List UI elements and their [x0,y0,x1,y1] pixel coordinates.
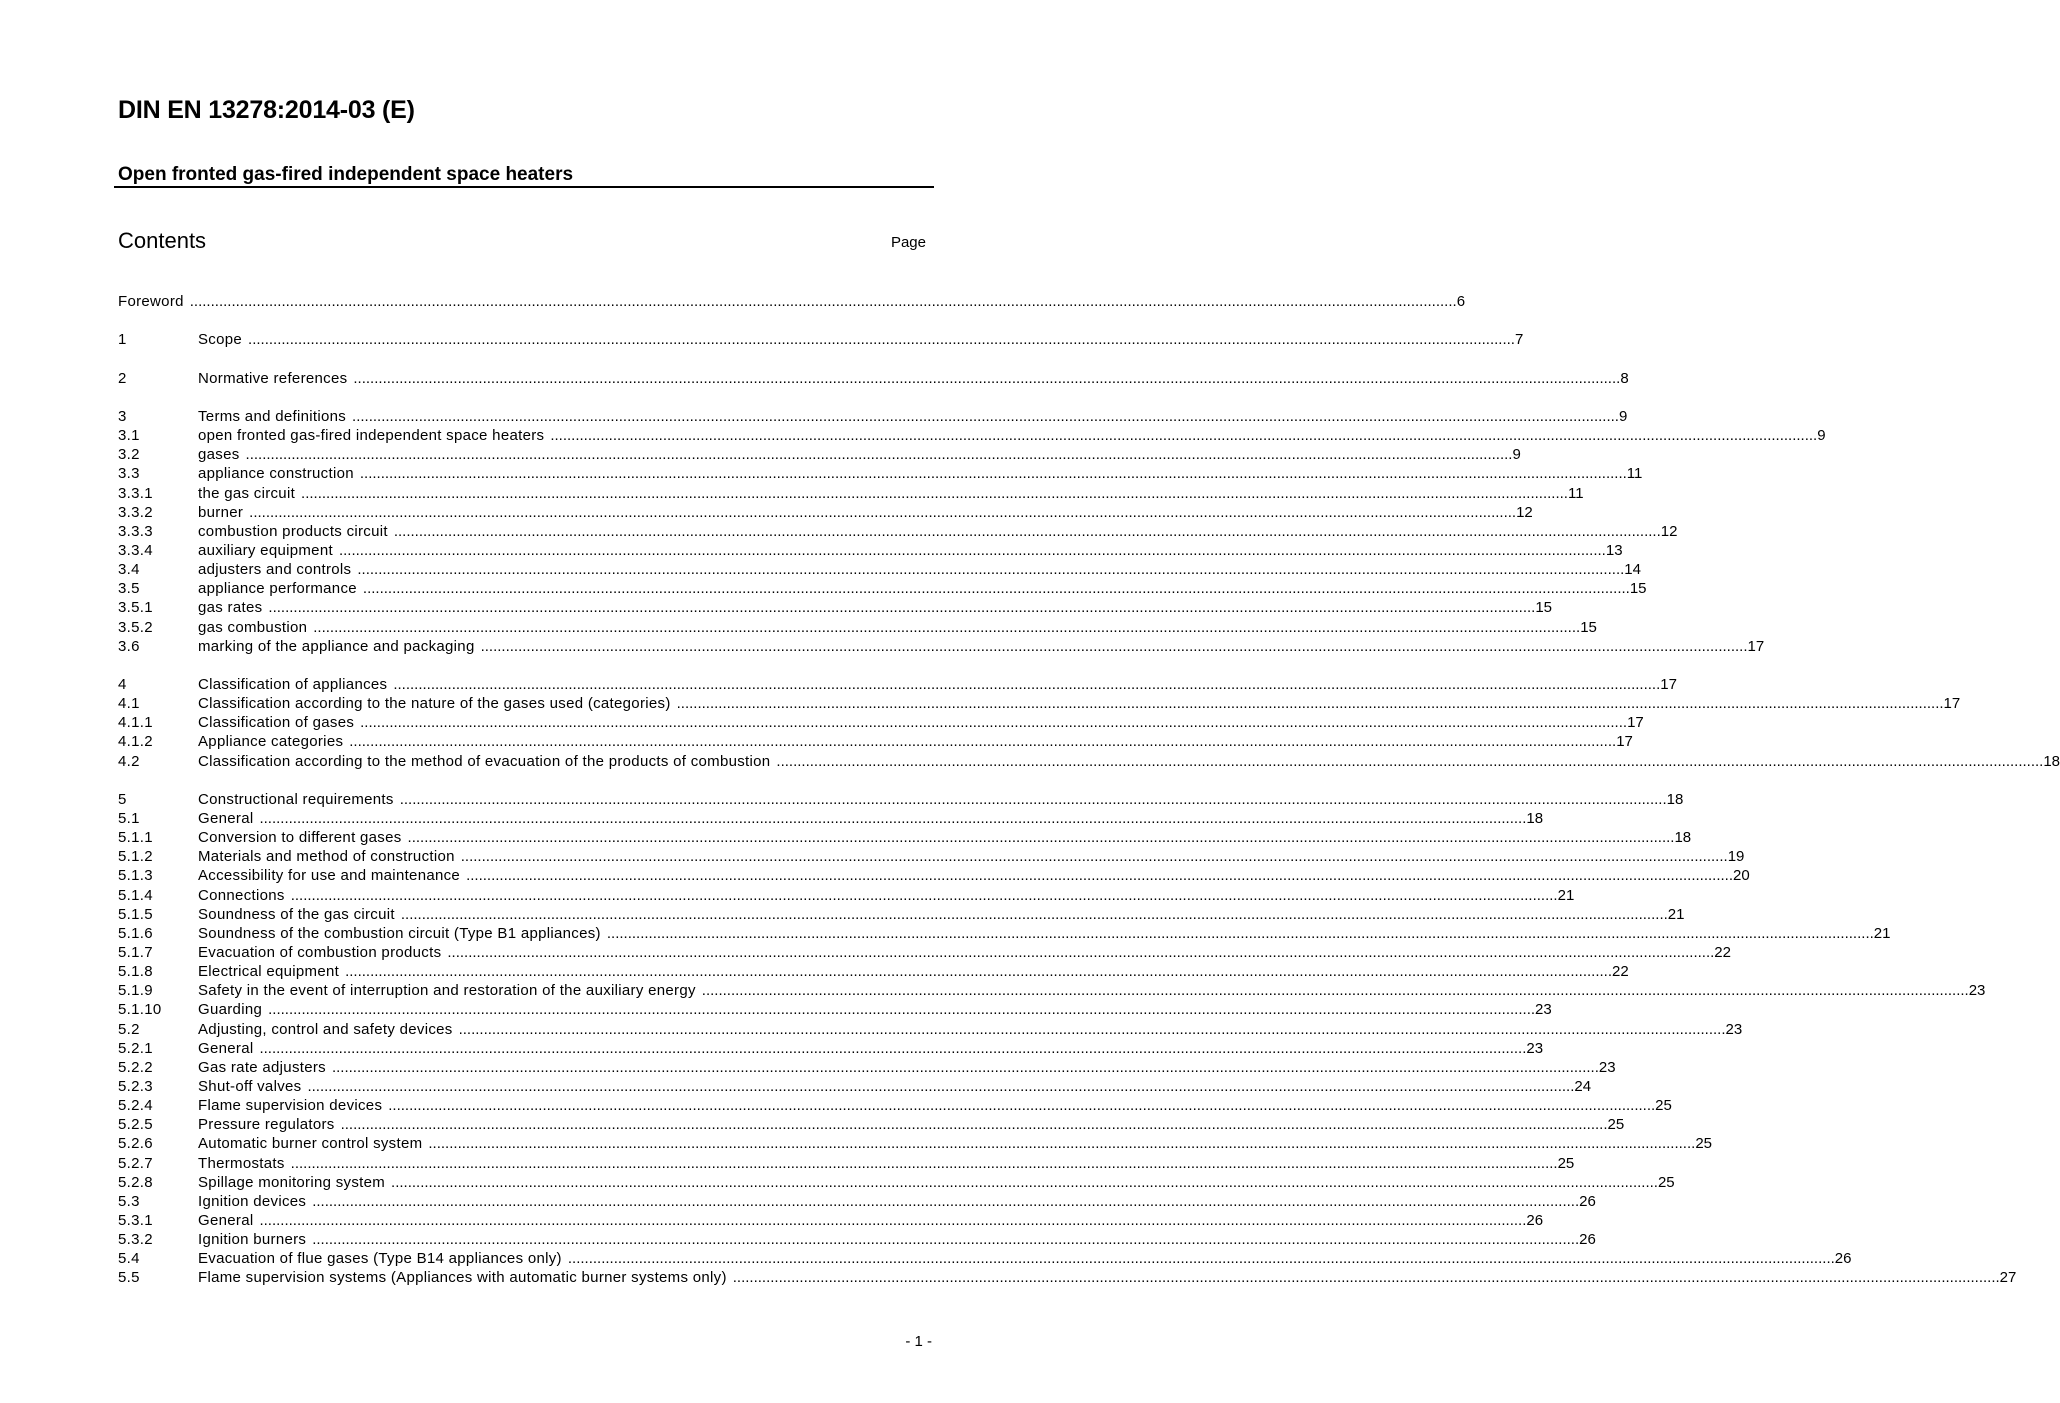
document-subtitle: Open fronted gas-fired independent space heaters [118,164,574,185]
toc-entry-number: 5.1.6 [118,924,153,942]
toc-entry[interactable] [118,694,1961,713]
toc-entry-page: 22 [1714,944,1731,962]
toc-entry-title: Gas rate adjusters [198,1058,326,1076]
toc-entry[interactable] [118,828,1692,847]
toc-leader-dots [428,1134,1695,1153]
toc-entry[interactable] [118,484,1584,503]
toc-entry[interactable] [118,1192,1596,1211]
toc-entry-page: 18 [1666,790,1684,808]
toc-entry-title: Spillage monitoring system [198,1173,386,1191]
toc-entry-page: 17 [1616,733,1633,751]
toc-entry-title: Classification according to the method of evacuation of the products of combustion [198,752,771,770]
toc-entry-title: General [198,810,254,828]
toc-entry-title: Evacuation of flue gases (Type B14 appliances only) [198,1250,562,1268]
toc-entry-title: Scope [198,331,243,349]
toc-entry-title: burner [198,503,244,521]
toc-leader-dots [360,464,1627,483]
toc-entry[interactable] [118,560,1641,579]
toc-entry[interactable] [118,522,1678,541]
toc-entry[interactable] [118,1115,1625,1134]
toc-entry-page: 6 [1456,293,1466,310]
toc-entry-foreword[interactable] [118,292,1466,311]
toc-entry-page: 26 [1834,1250,1852,1268]
toc-leader-dots [341,1115,1608,1134]
toc-entry-number: 5.5 [118,1269,140,1287]
toc-entry-page: 26 [1579,1231,1596,1249]
toc-entry-page: 25 [1557,1154,1575,1172]
toc-leader-dots [353,369,1620,388]
toc-leader-dots [307,1077,1574,1096]
toc-entry-title: General [198,1039,254,1057]
toc-entry-number: 5.3.1 [118,1211,153,1229]
toc-entry-number: 3.5 [118,580,140,598]
table-of-contents [118,292,2060,1288]
toc-entry-page: 7 [1514,331,1524,349]
toc-entry-number: 5 [118,790,127,808]
toc-entry-title: Soundness of the combustion circuit (Type B1 appliances) [198,924,601,942]
toc-leader-dots [357,560,1624,579]
toc-entry-page: 18 [1674,829,1692,847]
toc-entry-number: 3.3.1 [118,484,153,502]
toc-leader-dots [677,694,1944,713]
toc-entry-number: 5.4 [118,1250,140,1268]
toc-entry-title: gas rates [198,599,263,617]
toc-entry-title: Adjusting, control and safety devices [198,1020,453,1038]
toc-leader-dots [352,407,1619,426]
toc-entry-page: 26 [1579,1192,1596,1210]
toc-entry-page: 15 [1580,618,1597,636]
toc-entry-title: Ignition burners [198,1231,307,1249]
toc-entry-number: 1 [118,331,127,349]
toc-entry-title: General [198,1211,254,1229]
toc-entry-page: 21 [1557,886,1575,904]
toc-entry[interactable] [118,1096,1672,1115]
toc-entry[interactable] [118,886,1575,905]
toc-entry-page: 11 [1567,484,1584,502]
toc-entry-page: 25 [1657,1173,1675,1191]
toc-entry[interactable] [118,943,1731,962]
toc-entry-title: gas combustion [198,618,308,636]
toc-entry-title: adjusters and controls [198,561,352,579]
toc-entry[interactable] [118,866,1750,885]
toc-entry-number: 5.2.7 [118,1154,153,1172]
toc-entry-page: 9 [1512,446,1521,464]
toc-entry-number: 5.1.10 [118,1001,162,1019]
toc-entry-number: 5.3 [118,1192,140,1210]
toc-entry[interactable] [118,790,1684,809]
toc-leader-dots [363,579,1630,598]
toc-entry[interactable] [118,1020,1743,1039]
toc-entry-number: 4.2 [118,752,140,770]
toc-entry[interactable] [118,752,2060,771]
toc-entry-page: 23 [1526,1039,1544,1057]
toc-entry-page: 20 [1733,867,1750,885]
toc-entry[interactable] [118,675,1677,694]
toc-entry[interactable] [118,579,1647,598]
toc-entry[interactable] [118,369,1629,388]
toc-entry-number: 3.4 [118,561,140,579]
toc-entry-page: 22 [1612,963,1629,981]
toc-leader-dots [391,1173,1658,1192]
toc-leader-dots [345,962,1612,981]
toc-entry-title: Flame supervision systems (Appliances with automatic burner systems only) [198,1269,727,1287]
title-divider [114,186,934,188]
toc-leader-dots [246,445,1513,464]
contents-heading: Contents [118,228,207,253]
toc-entry[interactable] [118,1211,1544,1230]
toc-entry[interactable] [118,1039,1544,1058]
toc-entry-title: appliance performance [198,580,357,598]
toc-entry[interactable] [118,464,1643,483]
toc-entry-title: combustion products circuit [198,522,388,540]
toc-entry-title: Classification of appliances [198,676,388,693]
toc-entry-page: 9 [1618,407,1628,425]
toc-entry-title: Materials and method of construction [198,848,455,866]
toc-entry-number: 3.6 [118,637,140,655]
toc-entry-page: 8 [1620,369,1629,387]
toc-leader-dots [447,943,1714,962]
toc-entry-page: 13 [1605,541,1623,559]
toc-entry-title: Automatic burner control system [198,1135,423,1153]
toc-entry-number: 5.1.9 [118,982,153,1000]
toc-entry-number: 4.1.2 [118,733,153,751]
toc-entry-title: open fronted gas-fired independent space heaters [198,427,545,445]
toc-entry-title: Electrical equipment [198,963,340,981]
toc-entry-page: 9 [1817,427,1826,445]
toc-entry[interactable] [118,445,1521,464]
toc-entry-number: 5.1.4 [118,886,153,904]
toc-entry[interactable] [118,1230,1596,1249]
toc-entry-number: 4.1.1 [118,714,153,732]
toc-entry-title: Constructional requirements [198,790,394,808]
toc-entry[interactable] [118,1154,1575,1173]
page-column-label: Page [890,234,926,251]
toc-entry-page: 12 [1660,522,1678,540]
toc-entry[interactable] [118,924,1891,943]
toc-entry-title: the gas circuit [198,484,296,502]
toc-entry-page: 27 [1999,1269,2017,1287]
toc-entry-page: 23 [1968,982,1986,1000]
toc-entry[interactable] [118,1173,1675,1192]
toc-entry-number: 5.1.2 [118,848,153,866]
toc-entry-title: Foreword [118,293,184,310]
toc-entry-number: 4 [118,676,127,693]
toc-entry-number: 2 [118,369,127,387]
toc-leader-dots [259,1039,1526,1058]
toc-entry-page: 25 [1607,1116,1625,1134]
toc-entry-title: Classification according to the nature of the gases used (categories) [198,695,671,713]
toc-leader-dots [733,1268,2000,1287]
toc-entry[interactable] [118,847,1745,866]
toc-entry-title: Shut-off valves [198,1078,302,1095]
toc-leader-dots [550,426,1817,445]
toc-entry-number: 3 [118,407,127,425]
toc-leader-dots [360,713,1627,732]
toc-entry-number: 5.1.3 [118,867,153,885]
toc-leader-dots [339,541,1606,560]
toc-entry-page: 12 [1516,503,1533,521]
toc-entry-number: 5.2.5 [118,1116,153,1134]
toc-leader-dots [466,866,1733,885]
toc-entry-number: 5.2 [118,1020,140,1038]
toc-entry-title: Evacuation of combustion products [198,944,442,962]
toc-leader-dots [259,809,1526,828]
toc-leader-dots [291,1154,1558,1173]
toc-entry-title: auxiliary equipment [198,541,333,559]
toc-entry-number: 3.3.2 [118,503,153,521]
toc-leader-dots [332,1058,1599,1077]
toc-entry-number: 5.2.1 [118,1039,153,1057]
toc-entry-title: Normative references [198,369,348,387]
toc-leader-dots [408,828,1675,847]
toc-entry-number: 3.3 [118,465,140,483]
toc-leader-dots [268,598,1535,617]
toc-leader-dots [268,1000,1535,1019]
toc-leader-dots [776,752,2043,771]
toc-entry-page: 21 [1873,924,1891,942]
toc-entry[interactable] [118,1077,1592,1096]
toc-leader-dots [702,981,1969,1000]
document-title: DIN EN 13278:2014-03 (E) [118,96,415,124]
toc-entry-number: 5.1.5 [118,905,153,923]
toc-entry-page: 26 [1526,1211,1544,1229]
toc-entry-title: Terms and definitions [198,407,347,425]
toc-entry-page: 15 [1629,580,1647,598]
toc-leader-dots [312,1230,1579,1249]
toc-entry-page: 23 [1598,1058,1616,1076]
toc-entry[interactable] [118,905,1685,924]
toc-entry-page: 18 [2043,752,2060,770]
toc-entry[interactable] [118,330,1524,349]
toc-leader-dots [313,618,1580,637]
toc-entry-page: 25 [1655,1097,1672,1115]
toc-leader-dots [349,732,1616,751]
toc-entry-title: Guarding [198,1001,263,1019]
toc-leader-dots [388,1096,1655,1115]
toc-leader-dots [393,675,1660,694]
toc-leader-dots [459,1020,1726,1039]
toc-entry-page: 17 [1943,695,1961,713]
toc-entry-number: 5.2.2 [118,1058,153,1076]
toc-leader-dots [190,292,1457,311]
toc-entry[interactable] [118,1268,2017,1287]
toc-entry-title: Flame supervision devices [198,1097,383,1115]
toc-leader-dots [607,924,1874,943]
toc-entry-page: 19 [1727,848,1745,866]
toc-entry-page: 24 [1574,1078,1592,1095]
toc-entry-page: 21 [1667,905,1685,923]
toc-leader-dots [568,1249,1835,1268]
toc-entry-title: Accessibility for use and maintenance [198,867,461,885]
toc-leader-dots [481,637,1748,656]
toc-entry[interactable] [118,1249,1852,1268]
toc-entry[interactable] [118,1000,1552,1019]
toc-entry-title: gases [198,446,240,464]
toc-leader-dots [249,503,1516,522]
toc-entry-number: 3.5.2 [118,618,153,636]
toc-leader-dots [291,886,1558,905]
toc-entry-number: 4.1 [118,695,140,713]
toc-entry-number: 5.3.2 [118,1231,153,1249]
toc-entry-page: 17 [1747,637,1765,655]
toc-leader-dots [461,847,1728,866]
toc-entry[interactable] [118,713,1644,732]
toc-entry[interactable] [118,541,1623,560]
toc-leader-dots [394,522,1661,541]
toc-entry-number: 5.1.8 [118,963,153,981]
toc-entry-title: Connections [198,886,285,904]
toc-entry-title: Conversion to different gases [198,829,402,847]
toc-entry-number: 5.2.3 [118,1078,153,1095]
toc-entry-title: appliance construction [198,465,354,483]
toc-entry[interactable] [118,732,1633,751]
toc-entry[interactable] [118,598,1553,617]
toc-leader-dots [301,484,1568,503]
toc-leader-dots [312,1192,1579,1211]
toc-entry[interactable] [118,962,1629,981]
toc-entry[interactable] [118,407,1628,426]
toc-entry-page: 14 [1624,561,1641,579]
toc-leader-dots [248,330,1515,349]
toc-entry-number: 5.2.6 [118,1135,153,1153]
toc-entry-number: 3.1 [118,427,140,445]
toc-entry[interactable] [118,1058,1616,1077]
toc-entry-title: Safety in the event of interruption and restoration of the auxiliary energy [198,982,696,1000]
toc-leader-dots [400,790,1667,809]
toc-entry-page: 25 [1695,1135,1712,1153]
toc-entry[interactable] [118,981,1986,1000]
toc-entry-title: Pressure regulators [198,1116,335,1134]
toc-entry-number: 3.3.3 [118,522,153,540]
toc-entry[interactable] [118,637,1765,656]
toc-entry[interactable] [118,503,1533,522]
toc-entry-page: 18 [1526,810,1544,828]
toc-entry-number: 3.5.1 [118,599,153,617]
toc-entry-page: 17 [1627,714,1644,732]
toc-entry-page: 17 [1660,676,1677,693]
toc-entry-title: Appliance categories [198,733,344,751]
toc-entry[interactable] [118,426,1826,445]
toc-entry-number: 3.3.4 [118,541,153,559]
toc-entry-title: marking of the appliance and packaging [198,637,475,655]
page-number: - 1 - [905,1333,932,1350]
toc-entry[interactable] [118,618,1597,637]
toc-entry-number: 5.2.8 [118,1173,153,1191]
toc-entry-number: 5.1.7 [118,944,153,962]
toc-entry-title: Ignition devices [198,1192,307,1210]
toc-entry-page: 11 [1626,465,1643,483]
toc-leader-dots [259,1211,1526,1230]
toc-entry-title: Classification of gases [198,714,355,732]
toc-entry-number: 5.1 [118,810,140,828]
toc-entry-number: 5.2.4 [118,1097,153,1115]
toc-entry-page: 23 [1535,1001,1552,1019]
toc-entry-number: 5.1.1 [118,829,153,847]
toc-entry[interactable] [118,809,1544,828]
toc-entry[interactable] [118,1134,1712,1153]
toc-entry-title: Thermostats [198,1154,285,1172]
toc-entry-page: 15 [1535,599,1553,617]
toc-entry-title: Soundness of the gas circuit [198,905,395,923]
toc-entry-page: 23 [1725,1020,1743,1038]
toc-entry-number: 3.2 [118,446,140,464]
toc-leader-dots [401,905,1668,924]
